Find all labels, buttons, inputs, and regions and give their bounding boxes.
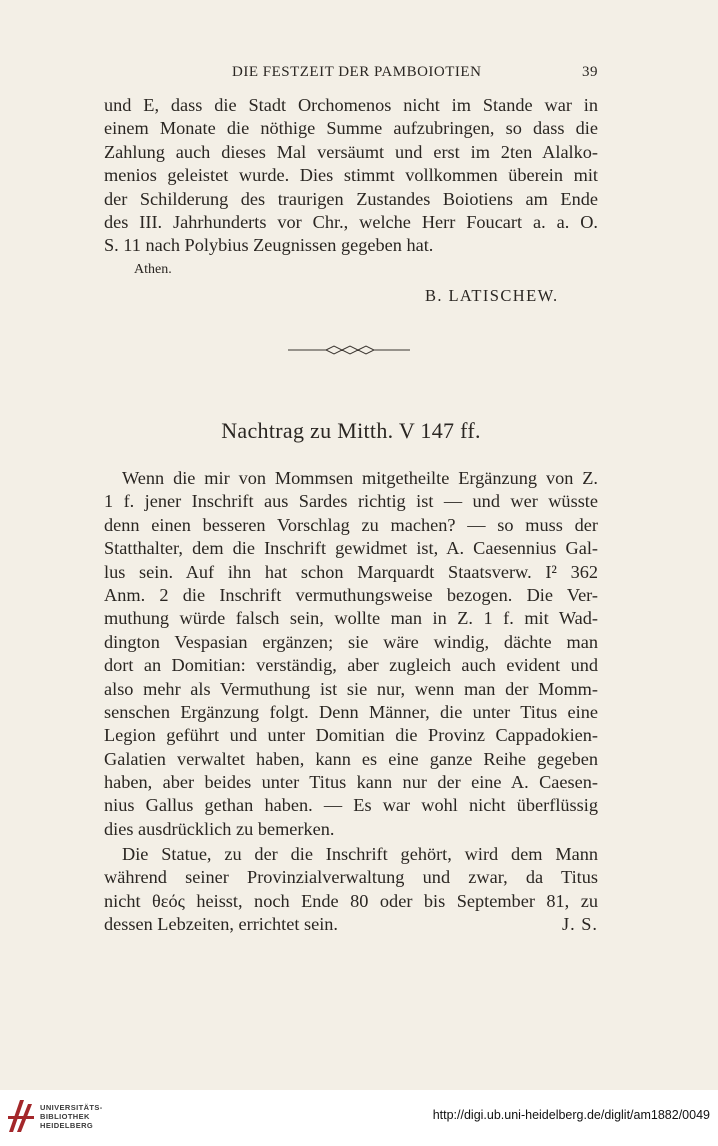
page-number: 39 — [582, 64, 598, 80]
text-line: nicht θεός heisst, noch Ende 80 oder bis September 81, zu — [104, 890, 598, 911]
text-line: Legion geführt und unter Domitian die Provinz Cappadokien- — [104, 725, 598, 746]
text-line: Die Statue, zu der die Inschrift gehört, wird dem Mann — [122, 844, 598, 864]
text-line: Statthalter, dem die Inschrift gewidmet ist, A. Caesennius Gal- — [104, 538, 598, 559]
text-line: dies ausdrücklich zu bemerken. — [104, 818, 335, 839]
text-line: einem Monate die nöthige Summe aufzubringen, so dass die — [104, 118, 598, 139]
logo-line: HEIDELBERG — [40, 1121, 94, 1130]
text-line-content: dessen Lebzeiten, errichtet sein. — [104, 914, 338, 935]
text-line: S. 11 nach Polybius Zeugnissen gegeben hat. — [104, 235, 434, 256]
text-line: nius Gallus gethan haben. — Es war wohl nicht überflüssig — [104, 795, 598, 816]
footer-bar — [0, 1090, 718, 1146]
section-title: Nachtrag zu Mitth. V 147 ff. — [221, 418, 481, 443]
text-line: des III. Jahrhunderts vor Chr., welche Herr Foucart a. a. O. — [104, 211, 598, 232]
author-name: B. LATISCHEW. — [425, 286, 559, 305]
text-line — [104, 913, 598, 936]
text-line: muthung würde falsch sein, wollte man in Z. 1 f. mit Wad- — [104, 608, 598, 629]
text-line: also mehr als Vermuthung ist sie nur, wenn man der Momm- — [104, 678, 598, 699]
text-line: Galatien verwaltet haben, kann es eine ganze Reihe gegeben — [104, 748, 598, 769]
text-line: dort an Domitian: verständig, aber zugleich auch evident und — [104, 655, 598, 676]
paragraph-2 — [104, 467, 598, 841]
text-line: der Schilderung des traurigen Zustandes Boiotiens am Ende — [104, 188, 598, 209]
text-line: während seiner Provinzialverwaltung und zwar, da Titus — [104, 867, 598, 888]
text-line: dington Vespasian ergänzen; sie wäre windig, dächte man — [104, 631, 598, 652]
library-logo-icon — [6, 1096, 36, 1136]
text-line: Anm. 2 die Inschrift vermuthungsweise bezogen. Die Ver- — [104, 584, 598, 605]
text-line: haben, aber beides unter Titus kann nur der eine A. Caesen- — [104, 772, 598, 793]
logo-line: UNIVERSITÄTS- — [40, 1103, 103, 1112]
library-logo-text — [40, 1103, 103, 1130]
text-line: 1 f. jener Inschrift aus Sardes richtig ist — und wer wüsste — [104, 491, 598, 512]
text-line: denn einen besseren Vorschlag zu machen? — so muss der — [104, 514, 598, 535]
text-line: Wenn die mir von Mommsen mitgetheilte Ergänzung von Z. — [122, 468, 598, 488]
text-line: senschen Ergänzung folgt. Denn Männer, die unter Titus eine — [104, 701, 598, 722]
ornamental-divider — [288, 344, 410, 356]
source-url-link[interactable]: http://digi.ub.uni-heidelberg.de/diglit/am1882/0049 — [432, 1108, 710, 1122]
running-head — [104, 64, 598, 86]
signature: J. S. — [562, 914, 598, 935]
paragraph-1 — [104, 94, 598, 258]
place-of-writing: Athen. — [134, 262, 172, 277]
running-title: DIE FESTZEIT DER PAMBOIOTIEN — [232, 64, 482, 80]
logo-line: BIBLIOTHEK — [40, 1112, 90, 1121]
text-line: menios geleistet wurde. Dies stimmt vollkommen überein mit — [104, 165, 598, 186]
text-line: und E, dass die Stadt Orchomenos nicht im Stande war in — [104, 95, 598, 115]
text-line: lus sein. Auf ihn hat schon Marquardt Staatsverw. I² 362 — [104, 561, 598, 582]
paragraph-3 — [104, 843, 598, 937]
text-line: Zahlung auch dieses Mal versäumt und erst im 2ten Alalko- — [104, 141, 598, 162]
